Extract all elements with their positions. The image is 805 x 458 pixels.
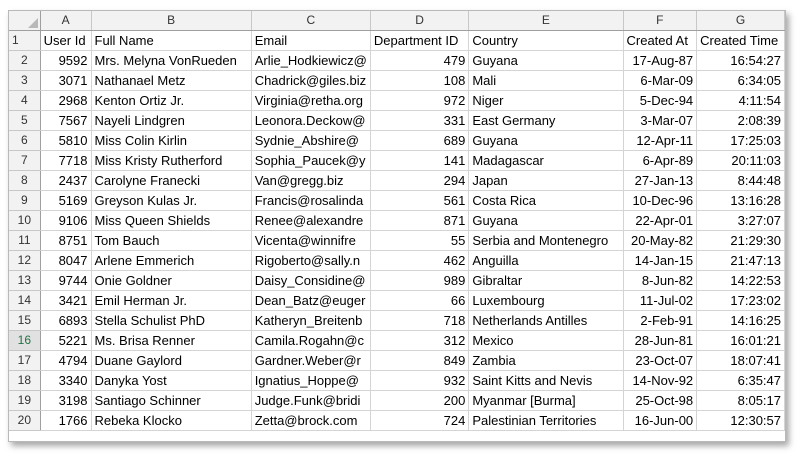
table-row [9,191,785,211]
cell-full-name[interactable]: Nayeli Lindgren [91,111,251,131]
cell-email[interactable]: Ignatius_Hoppe@ [251,371,370,391]
cell-department-id[interactable]: 55 [370,231,468,251]
cell-created-at[interactable]: 5-Dec-94 [623,91,697,111]
cell-email[interactable]: Camila.Rogahn@c [251,331,370,351]
cell-created-at[interactable]: 8-Jun-82 [623,271,697,291]
cell-country[interactable]: Japan [469,171,623,191]
cell-department-id[interactable]: 932 [370,371,468,391]
cell-department-id[interactable]: 689 [370,131,468,151]
cell-created-at[interactable]: 23-Oct-07 [623,351,697,371]
cell-created-at[interactable]: 10-Dec-96 [623,191,697,211]
cell-full-name[interactable]: Danyka Yost [91,371,251,391]
cell-country[interactable]: Mexico [469,331,623,351]
cell-created-time[interactable]: 6:34:05 [697,71,785,91]
row-header[interactable]: 15 [9,311,40,331]
cell-country[interactable]: Guyana [469,131,623,151]
select-all-corner[interactable] [9,11,40,31]
cell-created-time[interactable]: 18:07:41 [697,351,785,371]
cell-email[interactable]: Virginia@retha.org [251,91,370,111]
spreadsheet-window [8,10,786,442]
row-header[interactable]: 1 [9,31,40,51]
cell-created-at[interactable]: 14-Jan-15 [623,251,697,271]
row-header[interactable]: 20 [9,411,40,431]
cell-full-name[interactable]: Emil Herman Jr. [91,291,251,311]
cell-user-id[interactable]: 9592 [40,51,91,71]
cell-full-name[interactable]: Onie Goldner [91,271,251,291]
cell-email[interactable]: Gardner.Weber@r [251,351,370,371]
cell-created-at[interactable]: 22-Apr-01 [623,211,697,231]
cell-department-id[interactable]: 108 [370,71,468,91]
cell-email[interactable]: Vicenta@winnifre [251,231,370,251]
cell-user-id[interactable]: 3071 [40,71,91,91]
cell-email[interactable]: Sophia_Paucek@y [251,151,370,171]
cell-created-time[interactable]: 6:35:47 [697,371,785,391]
cell-department-id[interactable]: 871 [370,211,468,231]
row-header[interactable]: 19 [9,391,40,411]
cell-user-id[interactable]: 2437 [40,171,91,191]
cell-header-country[interactable]: Country [469,31,623,51]
column-header-row [9,11,785,31]
table-row [9,351,785,371]
cell-email[interactable]: Arlie_Hodkiewicz@ [251,51,370,71]
cell-country[interactable]: Saint Kitts and Nevis [469,371,623,391]
cell-created-time[interactable]: 3:27:07 [697,211,785,231]
cell-full-name[interactable]: Nathanael Metz [91,71,251,91]
row-header[interactable]: 9 [9,191,40,211]
cell-user-id[interactable]: 5810 [40,131,91,151]
cell-header-email[interactable]: Email [251,31,370,51]
table-row [9,331,785,351]
cell-country[interactable]: Zambia [469,351,623,371]
row-header[interactable]: 12 [9,251,40,271]
cell-department-id[interactable]: 972 [370,91,468,111]
table-row [9,171,785,191]
table-row [9,391,785,411]
table-row [9,91,785,111]
cell-created-time[interactable]: 2:08:39 [697,111,785,131]
cell-department-id[interactable]: 312 [370,331,468,351]
cell-full-name[interactable]: Santiago Schinner [91,391,251,411]
cell-department-id[interactable]: 66 [370,291,468,311]
row-header[interactable]: 14 [9,291,40,311]
cell-created-time[interactable]: 12:30:57 [697,411,785,431]
cell-country[interactable]: Costa Rica [469,191,623,211]
cell-country[interactable]: Guyana [469,211,623,231]
cell-department-id[interactable]: 479 [370,51,468,71]
table-row [9,51,785,71]
cell-created-time[interactable]: 13:16:28 [697,191,785,211]
cell-header-created-at[interactable]: Created At [623,31,697,51]
cell-email[interactable]: Francis@rosalinda [251,191,370,211]
cell-user-id[interactable]: 6893 [40,311,91,331]
cell-email[interactable]: Dean_Batz@euger [251,291,370,311]
cell-user-id[interactable]: 7567 [40,111,91,131]
cell-department-id[interactable]: 294 [370,171,468,191]
table-row [9,131,785,151]
cell-full-name[interactable]: Miss Queen Shields [91,211,251,231]
spreadsheet-grid [9,11,785,431]
cell-created-time[interactable]: 16:01:21 [697,331,785,351]
cell-country[interactable]: Anguilla [469,251,623,271]
cell-country[interactable]: Niger [469,91,623,111]
row-header[interactable]: 16 [9,331,40,351]
table-row [9,411,785,431]
cell-email[interactable]: Leonora.Deckow@ [251,111,370,131]
cell-email[interactable]: Van@gregg.biz [251,171,370,191]
table-row [9,211,785,231]
cell-created-time[interactable]: 8:44:48 [697,171,785,191]
cell-full-name[interactable]: Miss Kristy Rutherford [91,151,251,171]
row-header[interactable]: 10 [9,211,40,231]
cell-created-at[interactable]: 16-Jun-00 [623,411,697,431]
cell-created-time[interactable]: 16:54:27 [697,51,785,71]
cell-email[interactable]: Sydnie_Abshire@ [251,131,370,151]
cell-full-name[interactable]: Duane Gaylord [91,351,251,371]
cell-user-id[interactable]: 5169 [40,191,91,211]
cell-created-at[interactable]: 27-Jan-13 [623,171,697,191]
table-row [9,271,785,291]
row-header[interactable]: 6 [9,131,40,151]
cell-user-id[interactable]: 7718 [40,151,91,171]
cell-full-name[interactable]: Ms. Brisa Renner [91,331,251,351]
row-header[interactable]: 7 [9,151,40,171]
cell-department-id[interactable]: 989 [370,271,468,291]
cell-user-id[interactable]: 9744 [40,271,91,291]
row-header[interactable]: 5 [9,111,40,131]
cell-department-id[interactable]: 561 [370,191,468,211]
cell-created-at[interactable]: 28-Jun-81 [623,331,697,351]
row-header[interactable]: 2 [9,51,40,71]
row-header[interactable]: 8 [9,171,40,191]
table-row [9,71,785,91]
cell-full-name[interactable]: Mrs. Melyna VonRueden [91,51,251,71]
cell-country[interactable]: Netherlands Antilles [469,311,623,331]
cell-full-name[interactable]: Greyson Kulas Jr. [91,191,251,211]
cell-email[interactable]: Zetta@brock.com [251,411,370,431]
cell-email[interactable]: Chadrick@giles.biz [251,71,370,91]
cell-user-id[interactable]: 2968 [40,91,91,111]
cell-created-at[interactable]: 14-Nov-92 [623,371,697,391]
table-row [9,291,785,311]
cell-full-name[interactable]: Carolyne Franecki [91,171,251,191]
cell-department-id[interactable]: 718 [370,311,468,331]
row-header[interactable]: 3 [9,71,40,91]
cell-created-time[interactable]: 14:16:25 [697,311,785,331]
row-header[interactable]: 4 [9,91,40,111]
cell-email[interactable]: Rigoberto@sally.n [251,251,370,271]
cell-created-at[interactable]: 6-Apr-89 [623,151,697,171]
cell-department-id[interactable]: 849 [370,351,468,371]
cell-country[interactable]: Luxembourg [469,291,623,311]
cell-created-time[interactable]: 4:11:54 [697,91,785,111]
cell-user-id[interactable]: 9106 [40,211,91,231]
table-row [9,371,785,391]
row-header[interactable]: 11 [9,231,40,251]
column-header-a[interactable]: A [40,11,91,31]
cell-created-at[interactable]: 20-May-82 [623,231,697,251]
cell-country[interactable]: Myanmar [Burma] [469,391,623,411]
cell-department-id[interactable]: 141 [370,151,468,171]
cell-created-time[interactable]: 8:05:17 [697,391,785,411]
cell-full-name[interactable]: Tom Bauch [91,231,251,251]
row-header[interactable]: 17 [9,351,40,371]
cell-department-id[interactable]: 331 [370,111,468,131]
column-header-g[interactable]: G [697,11,785,31]
table-header-row [9,31,785,51]
cell-user-id[interactable]: 8047 [40,251,91,271]
table-row [9,151,785,171]
cell-country[interactable]: East Germany [469,111,623,131]
column-header-e[interactable]: E [469,11,623,31]
cell-country[interactable]: Gibraltar [469,271,623,291]
cell-created-at[interactable]: 17-Aug-87 [623,51,697,71]
column-header-b[interactable]: B [91,11,251,31]
cell-country[interactable]: Serbia and Montenegro [469,231,623,251]
cell-created-time[interactable]: 17:23:02 [697,291,785,311]
cell-created-at[interactable]: 2-Feb-91 [623,311,697,331]
cell-user-id[interactable]: 3421 [40,291,91,311]
column-header-d[interactable]: D [370,11,468,31]
column-header-f[interactable]: F [623,11,697,31]
cell-email[interactable]: Katheryn_Breitenb [251,311,370,331]
cell-created-time[interactable]: 21:47:13 [697,251,785,271]
select-all-triangle-icon [28,18,38,28]
cell-department-id[interactable]: 462 [370,251,468,271]
cell-user-id[interactable]: 3198 [40,391,91,411]
cell-user-id[interactable]: 4794 [40,351,91,371]
cell-full-name[interactable]: Rebeka Klocko [91,411,251,431]
cell-user-id[interactable]: 5221 [40,331,91,351]
cell-created-at[interactable]: 25-Oct-98 [623,391,697,411]
cell-created-at[interactable]: 6-Mar-09 [623,71,697,91]
cell-header-department-id[interactable]: Department ID [370,31,468,51]
cell-full-name[interactable]: Kenton Ortiz Jr. [91,91,251,111]
cell-header-full-name[interactable]: Full Name [91,31,251,51]
table-row [9,111,785,131]
cell-country[interactable]: Guyana [469,51,623,71]
cell-department-id[interactable]: 200 [370,391,468,411]
row-header[interactable]: 13 [9,271,40,291]
cell-email[interactable]: Judge.Funk@bridi [251,391,370,411]
cell-created-time[interactable]: 17:25:03 [697,131,785,151]
cell-created-at[interactable]: 3-Mar-07 [623,111,697,131]
cell-email[interactable]: Renee@alexandre [251,211,370,231]
cell-country[interactable]: Palestinian Territories [469,411,623,431]
cell-header-user-id[interactable]: User Id [40,31,91,51]
cell-country[interactable]: Mali [469,71,623,91]
cell-country[interactable]: Madagascar [469,151,623,171]
cell-header-created-time[interactable]: Created Time [697,31,785,51]
cell-user-id[interactable]: 1766 [40,411,91,431]
table-row [9,231,785,251]
cell-user-id[interactable]: 8751 [40,231,91,251]
row-header[interactable]: 18 [9,371,40,391]
table-row [9,311,785,331]
cell-created-at[interactable]: 12-Apr-11 [623,131,697,151]
cell-created-time[interactable]: 20:11:03 [697,151,785,171]
cell-created-time[interactable]: 21:29:30 [697,231,785,251]
cell-created-time[interactable]: 14:22:53 [697,271,785,291]
column-header-c[interactable]: C [251,11,370,31]
cell-email[interactable]: Daisy_Considine@ [251,271,370,291]
table-row [9,251,785,271]
cell-department-id[interactable]: 724 [370,411,468,431]
cell-full-name[interactable]: Stella Schulist PhD [91,311,251,331]
cell-user-id[interactable]: 3340 [40,371,91,391]
cell-created-at[interactable]: 11-Jul-02 [623,291,697,311]
cell-full-name[interactable]: Miss Colin Kirlin [91,131,251,151]
cell-full-name[interactable]: Arlene Emmerich [91,251,251,271]
